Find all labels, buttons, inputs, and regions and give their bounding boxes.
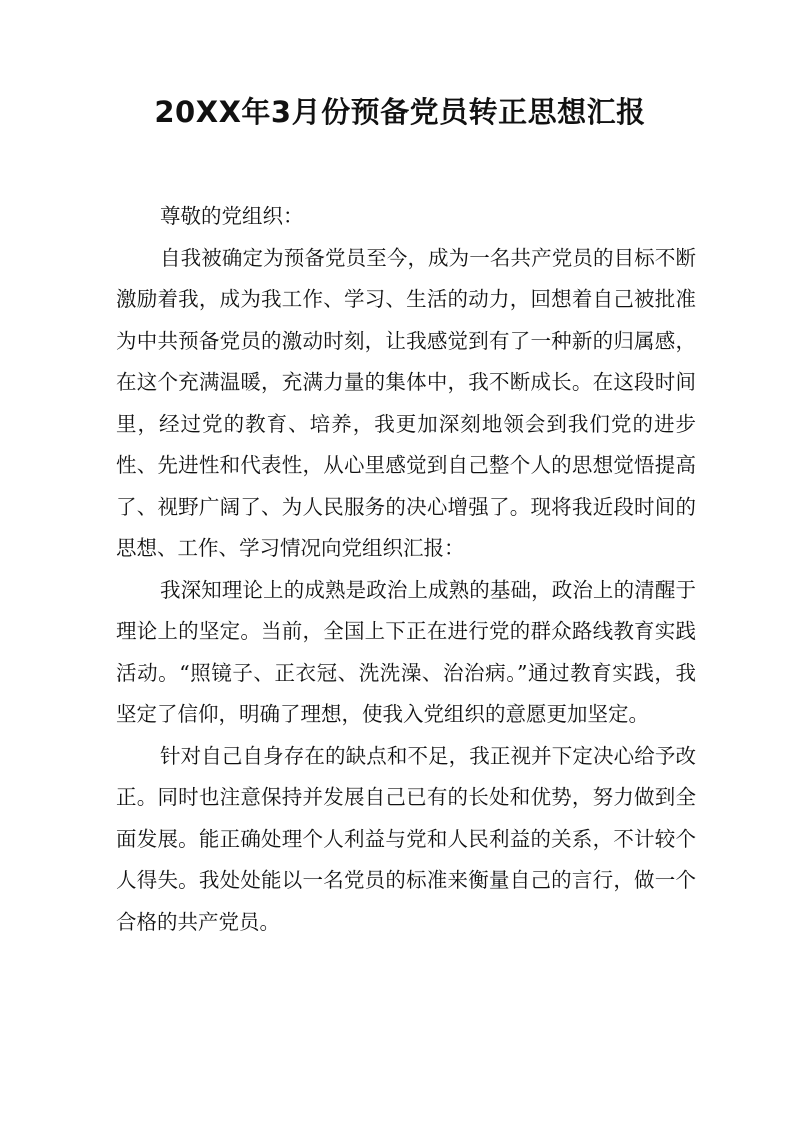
document-body	[116, 196, 696, 943]
salutation: 尊敬的党组织：	[160, 204, 304, 228]
paragraph-2: 我深知理论上的成熟是政治上成熟的基础，政治上的清醒于理论上的坚定。当前，全国上下正在进行党的群众路线教育实践活动。“照镜子、正衣冠、洗洗澡、治治病。”通过教育实践，我坚定了信仰，明确了理想，使我入党组织的意愿更加坚定。	[116, 577, 696, 726]
document-title: 20XX年3月份预备党员转正思想汇报	[154, 95, 646, 129]
paragraph-3: 针对自己自身存在的缺点和不足，我正视并下定决心给予改正。同时也注意保持并发展自己已有的长处和优势，努力做到全面发展。能正确处理个人利益与党和人民利益的关系，不计较个人得失。我处处能以一名党员的标准来衡量自己的言行，做一个合格的共产党员。	[116, 743, 696, 934]
paragraph-1: 自我被确定为预备党员至今，成为一名共产党员的目标不断激励着我，成为我工作、学习、生活的动力，回想着自己被批准为中共预备党员的激动时刻，让我感觉到有了一种新的归属感，在这个充满温暖，充满力量的集体中，我不断成长。在这段时间里，经过党的教育、培养，我更加深刻地领会到我们党的进步性、先进性和代表性，从心里感觉到自己整个人的思想觉悟提高了、视野广阔了、为人民服务的决心增强了。现将我近段时间的思想、工作、学习情况向党组织汇报：	[116, 245, 696, 560]
